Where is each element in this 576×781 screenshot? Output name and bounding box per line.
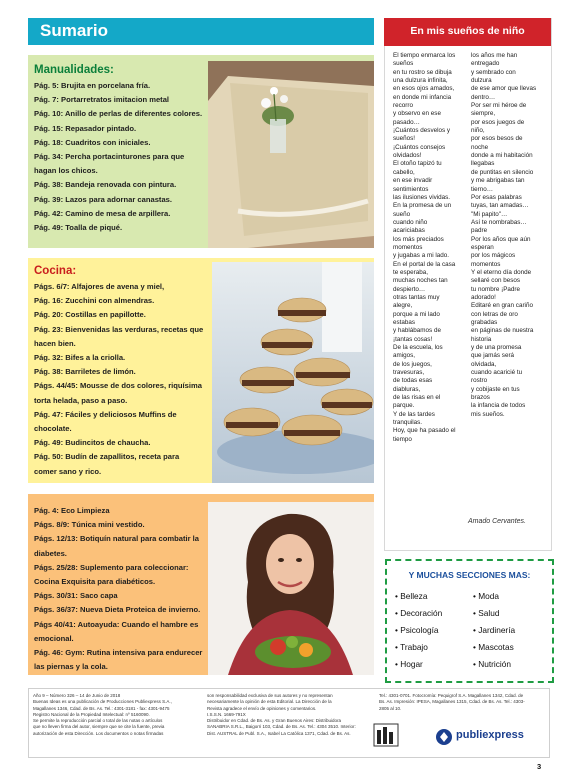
sumario-header [28,18,374,45]
credits-line: Revista agradece el envío de opiniones y comentarios. [207,705,317,711]
list-item: Pág. 20: Costillas en papillotte. [34,310,146,320]
poem-line: esperan [471,243,494,251]
poem-line: donde a mi habitación [471,152,533,160]
poem-line: en páginas de nuestra [471,327,534,335]
list-item: Págs. 44/45: Mousse de dos colores, riquísima [34,381,202,391]
list-item: Págs. 25/28: Suplemento para coleccionar: [34,562,189,572]
list-item: • Decoración [395,608,443,618]
list-item: Pág. 15: Repasador pintado. [34,123,137,133]
poem-line: momentos [393,243,423,251]
poem-line: y hablábamos de [393,327,441,335]
poem-line: dentro… [471,93,496,101]
credits-line: que no lleven firma del autor, siempre que se cite la fuente, previa [33,724,165,730]
poem-line: tu nombre ¡Padre [471,285,521,293]
poem-line: de los juegos, [393,360,432,368]
poem-line: otras tantas muy [393,293,440,301]
woman-photo [208,502,374,675]
list-item: Pág. 47: Fáciles y deliciosos Muffins de [34,409,177,419]
secciones-title: Y MUCHAS SECCIONES MAS: [408,570,531,580]
credits-line: Año 9 – Número 326 – 14 de Junio de 2018 [33,693,121,698]
cocina-title: Cocina: [34,265,77,277]
list-item: • Mascotas [473,642,514,652]
list-item: Pág. 7: Portarretratos imitacion metal [34,95,170,105]
poem-line: Y de las tardes [393,410,435,418]
poem-line: recorro [393,102,413,110]
poem-line: sueño [393,210,411,218]
poem-line: una dulzura infinita, [393,77,448,85]
poem-line: y observo en ese [393,110,441,118]
list-item: Pág. 5: Brujita en porcelana fría. [34,81,151,90]
list-item: Pág. 50: Budín de zapallitos, receta para [34,452,180,462]
poem-line: pasado… [393,118,420,126]
poem-column-left [393,52,456,444]
poem-line: sentimientos [393,185,429,193]
poem-line: cabello, [393,168,415,176]
poem-line: tuyas, tan amadas… [471,202,529,210]
list-item: torta helada, paso a paso. [34,395,128,405]
poem-line: acariciabas [393,227,425,235]
poem-line: amigos, [393,352,416,360]
credits-line: 2805 al 10. [379,705,402,711]
list-item: Págs. 36/37: Nueva Dieta Proteica de invierno. [34,605,201,615]
list-item: Pág. 46: Gym: Rutina intensiva para endurecer [34,648,203,658]
list-item: Pág. 38: Barriletes de limón. [34,367,136,377]
poem-line: siempre, [471,110,496,118]
poem-line: En el portal de la casa [393,260,456,268]
poem-line: rostro [471,377,488,385]
poem-line: en donde mi infancia [393,93,452,101]
poem-line: las ilusiones vividas. [393,193,451,201]
credits-line: Se permite la reproducción parcial o total de las notas o artículos [33,718,163,724]
manualidades-section [28,55,374,248]
poem-line: grabadas [471,319,498,326]
list-item: Pág. 23: Bienvenidas las verduras, recetas que [34,324,204,334]
credits-line: Magallanes 1346, Cdad. de Bs. As. Tel.: 4301-3181 - fax: 4301-9475 [33,705,170,711]
list-item: Pág. 16: Zucchini con almendras. [34,296,155,306]
poem-author: Amado Cervantes. [468,518,526,525]
poem-line: travesuras, [393,369,425,377]
list-item: Pág. 34: Percha portacinturones para que [34,152,185,162]
list-item: Cocina Exquisita para diabéticos. [34,577,156,587]
salud-section [28,494,374,675]
credits-line: Bs. As. Impresión: IPESA, Magallanes 1315, Cdad. de Bs. As. Tel.: 4303- [379,699,525,705]
publiexpress-brand: publiexpress [456,729,524,741]
poem-line: Hoy, que ha pasado el [393,427,456,435]
list-item: Págs. 6/7: Alfajores de avena y miel, [34,282,165,291]
list-item: • Nutrición [473,659,511,669]
list-item: Pág. 39: Lazos para adornar canastas. [34,194,173,204]
list-item: hagan los chicos. [34,166,98,176]
poem-line: en esos ojos amados, [393,85,455,93]
poem-line: cuando niño [393,218,428,226]
poem-line: dulzura [471,77,492,85]
poem-line: sueños [393,60,414,68]
poem-line: estabas [393,319,416,326]
list-item: • Psicología [395,625,439,635]
table-runner-photo [208,61,374,248]
poem-line: tiempo [393,435,412,443]
poem-line: porque a mi lado [393,310,440,318]
list-item: Págs. 30/31: Saco capa [34,591,118,601]
poem-line: y cobijaste en tus [471,385,520,393]
list-item: Pág. 42: Camino de mesa de arpillera. [34,208,171,218]
poem-line: cuando acaricié tu [471,369,523,377]
credits-column-3 [379,693,547,712]
poem-header [384,18,551,46]
poem-line: tierno… [471,185,494,193]
poem-line: con letras de oro [471,310,518,318]
poem-line: tranquilas. [393,419,423,427]
poem-line: que jamás será [471,352,515,360]
credits-line: I.S.S.N. 1669-791X [207,711,246,717]
poem-column-right [471,52,536,419]
poem-line: momentos [471,260,501,268]
poem-line: de las risas en el [393,394,441,402]
page-number: 3 [537,762,542,771]
poem-line: Editaré en gran cariño [471,302,533,310]
list-item: las piernas y la cola. [34,662,108,672]
poem-line: olvidada, [471,360,497,368]
list-item: comer sano y rico. [34,466,102,476]
poem-line: "Mi papito"… [471,210,508,218]
poem-line: de puntitas en silencio [471,168,534,176]
credits-line: Tel.: 4301-0701. Fotocromía: Pequigrof S.A. Magallanes 1342, Cdad. de [379,693,524,698]
poem-line: llegabas [471,160,495,168]
poem-line: muchas noches tan [393,277,448,285]
poem-line: y jugabas a mi lado. [393,252,450,260]
list-item: Pág. 38: Bandeja renovada con pintura. [34,180,177,190]
list-item: • Belleza [395,591,428,601]
list-item: Pág. 4: Eco Limpieza [34,506,110,515]
sumario-title: Sumario [40,21,109,40]
alfajores-photo [212,262,374,483]
poem-line: diabluras, [393,385,421,393]
list-item: Págs 40/41: Autoayuda: Cuando el hambre es [34,619,199,629]
poem-line: por esos juegos de [471,118,525,126]
credits-line: son responsabilidad exclusiva de sus autores y no representan [207,693,333,698]
poem-title: En mis sueños de niño [410,25,525,37]
credits-line: Distribuidor en Cdad. de Bs. As. y Gran Buenos Aires: Distribuidora [207,718,342,724]
list-item: • Trabajo [395,642,428,652]
poem-line: ¡tantas cosas! [393,335,433,343]
list-item: Pág. 49: Toalla de piqué. [34,223,123,233]
list-item: • Jardinería [473,625,516,635]
list-item: • Moda [473,591,499,601]
credits-line: Buenas Ideas es una publicación de Producciones Publiexpress S.A., [33,699,172,705]
poem-line: noche [471,143,489,151]
poem-line: niño, [471,127,485,135]
list-item: • Salud [473,608,500,618]
poem-line: En la promesa de un [393,202,452,210]
poem-line: alegre, [393,302,413,310]
poem-line: por los mágicos [471,252,516,260]
poem-line: y sembrado con [471,68,516,76]
list-item: Pág. 18: Cuadritos con iniciales. [34,137,151,147]
list-item: chocolate. [34,424,72,434]
poem-line: El otoño tapizó tu [393,160,442,168]
list-item: • Hogar [395,659,423,669]
poem-line: de todas esas [393,377,433,385]
poem-line: padre [471,227,488,235]
list-item: hacen bien. [34,338,76,348]
secciones-box [385,559,554,683]
list-item: emocional. [34,633,74,643]
credits-column-1 [33,693,203,737]
credits-column-2 [207,693,375,737]
poem-line: en tu rostro se dibuja [393,68,452,76]
credits-line: SANABRIA S.R.L., Baigorri 103, Cdad. de Bs. As. Tel.: 4304 3510. Interior: [207,724,356,730]
poem-line: ¡Cuántos desvelos y [393,127,451,135]
list-item: Pág. 32: Bifes a la criolla. [34,353,126,363]
cocina-section [28,258,374,483]
poem-line: Por ser mi héroe de [471,102,527,110]
poem-line: los años me han [471,52,518,59]
poem-line: sueños! [393,135,416,143]
list-item: Págs. 8/9: Túnica mini vestido. [34,520,145,530]
poem-line: la infancia de todos [471,402,526,410]
list-item: diabetes. [34,548,67,558]
poem-line: De la escuela, los [393,344,443,352]
list-item: Págs. 12/13: Botiquín natural para combatir la [34,534,199,544]
poem-line: El tiempo enmarca los [393,52,456,59]
manualidades-title: Manualidades: [34,64,114,76]
poem-line: te esperaba, [393,268,429,276]
list-item: Pág. 10: Anillo de perlas de diferentes colores. [34,109,203,119]
poem-line: Y el eterno día donde [471,268,532,276]
poem-line: ¡Cuántos consejos [393,143,446,151]
poem-line: olvidados! [393,152,422,160]
credits-line: Registro Nacional de la Propiedad Intelectual: nº 5160090. [33,711,150,717]
poem-line: parque. [393,402,415,410]
poem-line: de ese amor que llevas [471,85,537,93]
poem-line: Por los años que aún [471,235,531,243]
list-item: Pág. 49: Budincitos de chaucha. [34,438,151,448]
poem-line: sellaré con besos [471,277,521,285]
credits-line: autorización de esta Dirección. Los documentos o notas firmadas [33,730,164,736]
credits-line: necesariamente la opinión de esta Editorial. La Dirección de la [207,699,332,705]
poem-line: despierto… [393,285,426,293]
poem-line: Así te nombrabas… [471,218,527,226]
poem-line: entregado [471,60,500,68]
poem-line: y me abrigabas tan [471,177,525,185]
poem-line: los más preciados [393,235,444,243]
poem-line: en ese invadir [393,177,433,185]
poem-line: por esos besos de [471,135,523,143]
credits-line: Dist. AUSTRAL de Publ. S.A., Isabel La Católica 1371, Cdad. de Bs. As. [207,730,351,736]
ivc-logo-icon [372,720,400,750]
poem-line: Por esas palabras [471,193,522,201]
poem-line: historia [471,335,492,343]
poem-line: mis sueños. [471,410,505,418]
poem-line: brazos [471,394,490,402]
poem-line: y de una promesa [471,344,522,352]
poem-line: adorado! [471,293,496,301]
